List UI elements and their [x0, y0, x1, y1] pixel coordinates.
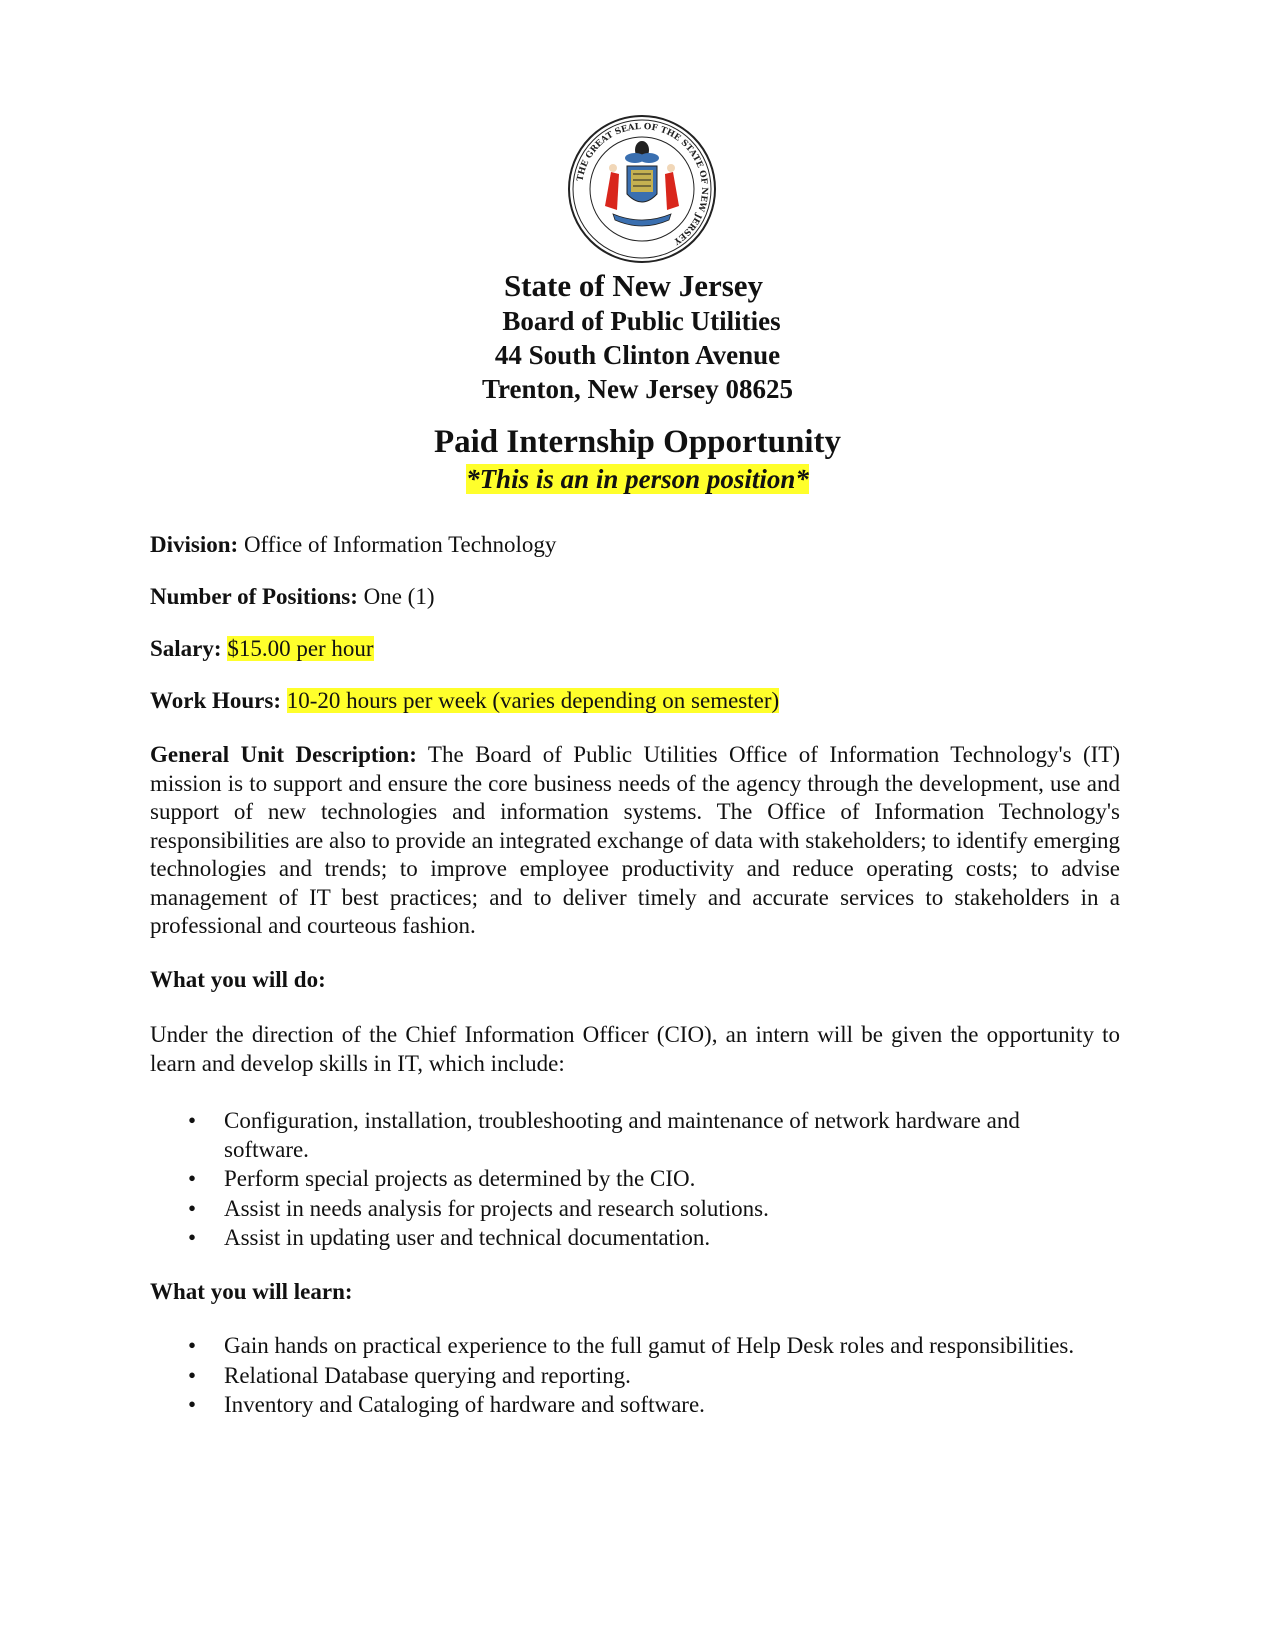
duties-intro: Under the direction of the Chief Information Officer (CIO), an intern will be given the opportunity to learn and develop skills in IT, which include:	[150, 1022, 1120, 1076]
list-item	[150, 1224, 1090, 1253]
in-person-note	[0, 464, 1275, 495]
hours-value: 10-20 hours per week (varies depending on semester)	[286, 688, 780, 713]
bullet-icon: •	[188, 1392, 197, 1417]
division-label: Division:	[150, 532, 239, 557]
division-value: Office of Information Technology	[243, 532, 557, 557]
list-item	[150, 1332, 1090, 1361]
positions-label: Number of Positions:	[150, 584, 358, 609]
duties-list	[150, 1107, 1090, 1254]
positions-value: One (1)	[363, 584, 435, 609]
page-title: Paid Internship Opportunity	[433, 424, 842, 460]
duty-text: Perform special projects as determined by the CIO.	[224, 1166, 696, 1191]
bullet-icon: •	[188, 1225, 197, 1250]
learning-list	[150, 1332, 1090, 1421]
bullet-icon: •	[188, 1362, 197, 1388]
hours-label: Work Hours:	[150, 688, 281, 713]
learning-text: Gain hands on practical experience to the full gamut of Help Desk roles and responsibilities.	[224, 1333, 1075, 1358]
list-item	[150, 1165, 1090, 1194]
learning-text: Inventory and Cataloging of hardware and software.	[224, 1392, 705, 1417]
salary-value: $15.00 per hour	[227, 636, 374, 661]
duty-text: Assist in updating user and technical documentation.	[224, 1225, 711, 1250]
duty-text: Assist in needs analysis for projects and research solutions.	[224, 1195, 769, 1221]
unit-description	[150, 741, 1120, 941]
bullet-icon: •	[188, 1195, 197, 1221]
state-seal-icon	[567, 114, 717, 264]
in-person-note-text: *This is an in person position*	[466, 464, 809, 494]
state-name: State of New Jersey	[503, 268, 764, 303]
agency-name: Board of Public Utilities	[502, 306, 781, 336]
address-line-2: Trenton, New Jersey 08625	[482, 374, 793, 404]
division-field	[150, 531, 556, 559]
description-text: The Board of Public Utilities Office of Information Technology's (IT) mission is to support and ensure the core business needs of the agency through the development, use and support of new technologies and information systems. The Office of Information Technology's responsibilities are also to provide an integrated exchange of data with stakeholders; to identify emerging technologies and trends; to improve employee productivity and reduce operating costs; to advise management of IT best practices; and to deliver timely and accurate services to stakeholders in a professional and courteous fashion.	[150, 742, 1121, 938]
learning-text: Relational Database querying and reporting.	[224, 1362, 631, 1388]
list-item	[150, 1195, 1090, 1224]
bullet-icon: •	[188, 1108, 197, 1133]
hours-field	[150, 687, 779, 715]
salary-label: Salary:	[150, 636, 222, 661]
description-label: General Unit Description:	[150, 742, 417, 767]
bullet-icon: •	[188, 1166, 197, 1191]
learning-title: What you will learn:	[150, 1279, 353, 1304]
address-line-1: 44 South Clinton Avenue	[494, 340, 781, 370]
list-item	[150, 1391, 1090, 1420]
list-item	[150, 1107, 1090, 1164]
duties-title: What you will do:	[150, 967, 326, 992]
duty-text: Configuration, installation, troubleshooting and maintenance of network hardware and software.	[224, 1108, 1020, 1162]
svg-text:THE GREAT SEAL OF THE STATE OF: THE GREAT SEAL OF THE STATE OF NEW JERSEY	[575, 121, 710, 247]
salary-field	[150, 635, 374, 663]
list-item	[150, 1362, 1090, 1391]
positions-field	[150, 583, 435, 611]
bullet-icon: •	[188, 1333, 197, 1358]
